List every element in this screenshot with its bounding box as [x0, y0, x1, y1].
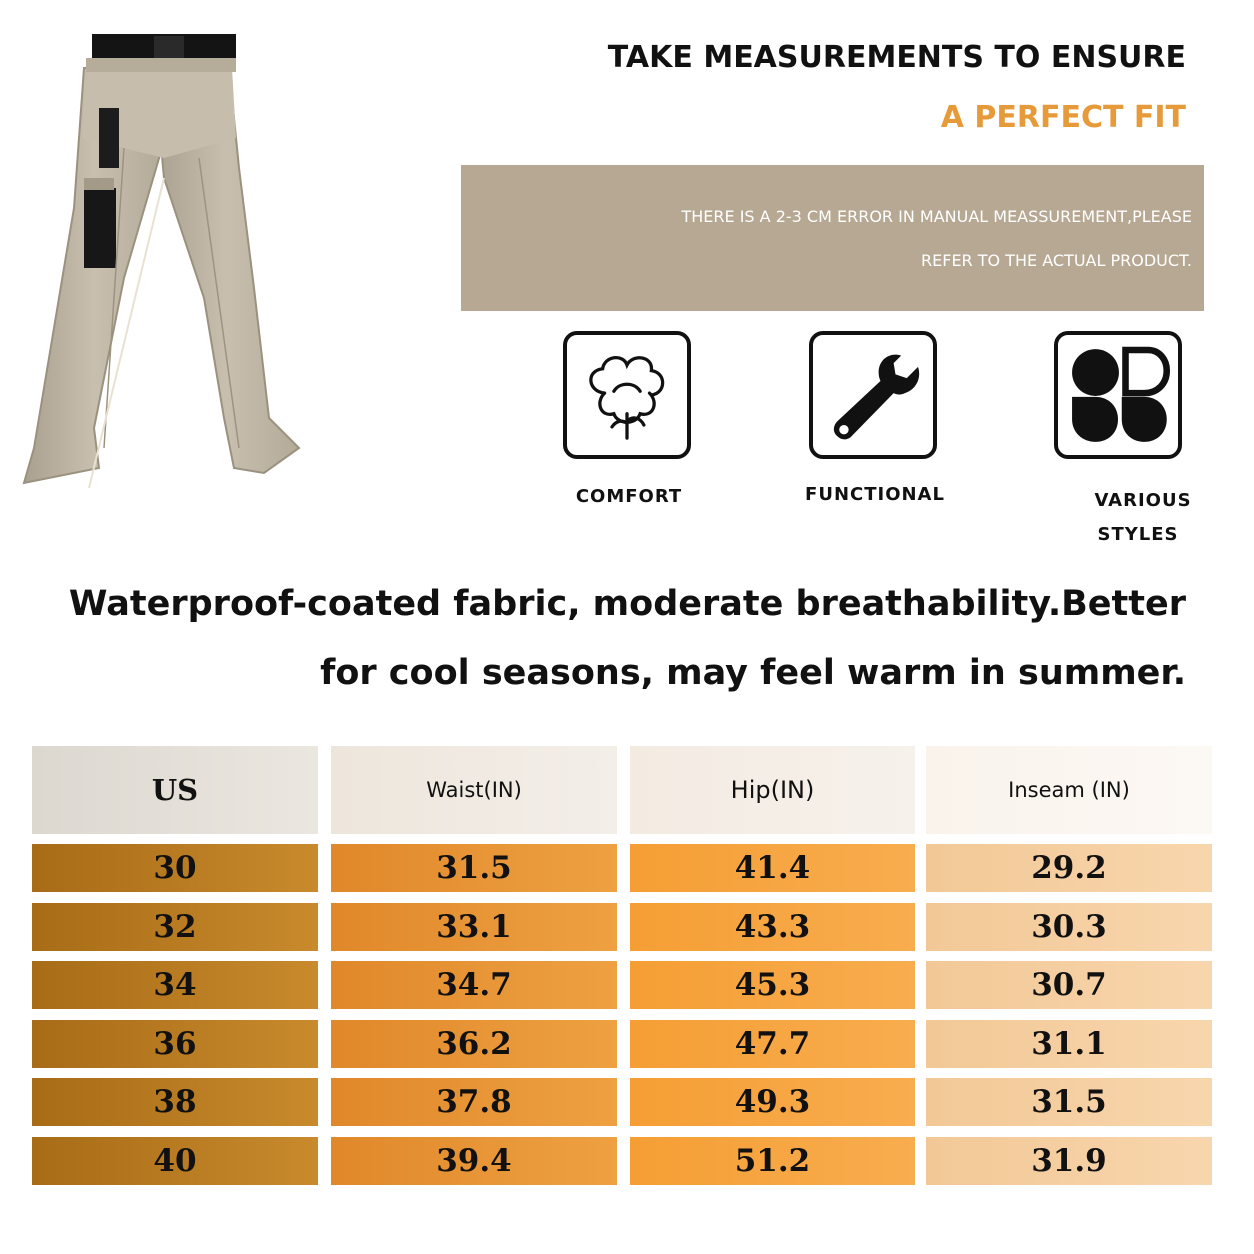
table-cell-value: 31.5	[1031, 1084, 1107, 1120]
table-header-us: US	[32, 746, 318, 834]
table-cell-waist	[331, 903, 617, 951]
table-cell-inseam	[926, 844, 1212, 892]
table-cell-us	[32, 1137, 318, 1185]
table-header-inseam: Inseam (IN)	[926, 746, 1212, 834]
table-cell-value: 43.3	[734, 909, 811, 945]
table-cell-us	[32, 1020, 318, 1068]
table-cell-value: 36	[153, 1026, 197, 1062]
heading-line-1: TAKE MEASUREMENTS TO ENSURE	[607, 40, 1186, 75]
table-cell-hip	[630, 903, 915, 951]
table-cell-hip	[630, 1137, 915, 1185]
table-cell-value: 34.7	[436, 967, 512, 1003]
table-cell-waist	[331, 1137, 617, 1185]
description-line-1: Waterproof-coated fabric, moderate breathability.Better	[68, 584, 1186, 624]
table-cell-waist	[331, 961, 617, 1009]
table-cell-us	[32, 844, 318, 892]
table-cell-value: 29.2	[1031, 850, 1107, 886]
note-line-1: THERE IS A 2-3 CM ERROR IN MANUAL MEASSUREMENT,PLEASE	[681, 207, 1192, 226]
product-image	[14, 28, 314, 498]
heading-line-2: A PERFECT FIT	[940, 100, 1186, 135]
note-line-2: REFER TO THE ACTUAL PRODUCT.	[921, 251, 1192, 270]
table-cell-value: 39.4	[436, 1143, 512, 1179]
table-cell-us	[32, 1078, 318, 1126]
wrench-icon	[813, 335, 933, 455]
table-cell-waist	[331, 1020, 617, 1068]
table-cell-inseam	[926, 1137, 1212, 1185]
table-cell-value: 37.8	[436, 1084, 512, 1120]
table-cell-value: 30	[153, 850, 197, 886]
functional-feature-box	[809, 331, 937, 459]
table-cell-value: 40	[153, 1143, 197, 1179]
table-cell-value: 38	[153, 1084, 197, 1120]
table-cell-value: 36.2	[436, 1026, 512, 1062]
table-cell-value: 49.3	[734, 1084, 811, 1120]
table-cell-value: 30.3	[1031, 909, 1107, 945]
table-cell-hip	[630, 1078, 915, 1126]
table-cell-value: 30.7	[1031, 967, 1107, 1003]
measurement-note-banner	[461, 165, 1204, 311]
table-cell-inseam	[926, 1020, 1212, 1068]
table-cell-inseam	[926, 961, 1212, 1009]
table-cell-value: 34	[153, 967, 197, 1003]
table-cell-value: 32	[153, 909, 197, 945]
styles-label-line-1: VARIOUS	[1094, 490, 1192, 511]
styles-label-line-2: STYLES	[1097, 524, 1179, 545]
table-cell-waist	[331, 844, 617, 892]
styles-feature-box	[1054, 331, 1182, 459]
table-cell-waist	[331, 1078, 617, 1126]
table-cell-value: 51.2	[734, 1143, 811, 1179]
comfort-feature-box	[563, 331, 691, 459]
table-cell-value: 31.5	[436, 850, 512, 886]
table-header-hip: Hip(IN)	[630, 746, 915, 834]
table-cell-value: 41.4	[734, 850, 811, 886]
table-cell-us	[32, 961, 318, 1009]
table-cell-value: 33.1	[436, 909, 512, 945]
table-cell-us	[32, 903, 318, 951]
comfort-label: COMFORT	[575, 486, 683, 507]
table-cell-hip	[630, 844, 915, 892]
table-cell-value: 31.1	[1031, 1026, 1107, 1062]
shapes-icon	[1058, 335, 1178, 455]
table-cell-value: 45.3	[734, 967, 811, 1003]
cotton-icon	[567, 335, 687, 455]
functional-label: FUNCTIONAL	[805, 484, 945, 505]
table-cell-hip	[630, 1020, 915, 1068]
table-cell-value: 47.7	[734, 1026, 811, 1062]
table-cell-value: 31.9	[1031, 1143, 1107, 1179]
description-line-2: for cool seasons, may feel warm in summer.	[320, 653, 1186, 693]
table-cell-hip	[630, 961, 915, 1009]
table-header-waist: Waist(IN)	[331, 746, 617, 834]
table-cell-inseam	[926, 903, 1212, 951]
table-cell-inseam	[926, 1078, 1212, 1126]
